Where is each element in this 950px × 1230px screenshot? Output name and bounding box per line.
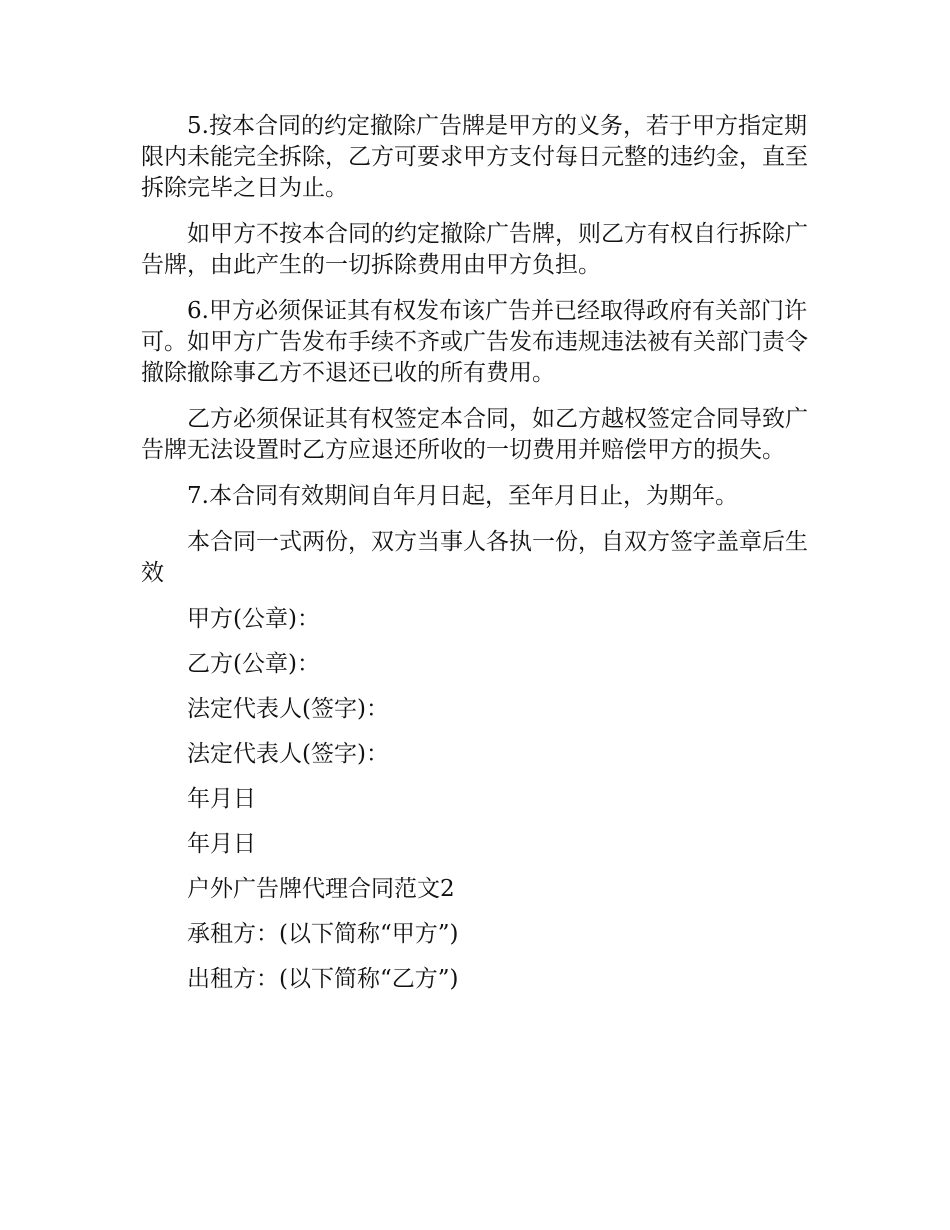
paragraph-clause-5-supplement: 如甲方不按本合同的约定撤除广告牌，则乙方有权自行拆除广告牌，由此产生的一切拆除费用由甲方负担。: [141, 221, 808, 278]
paragraph-clause-5: 5.按本合同的约定撤除广告牌是甲方的义务，若于甲方指定期限内未能完全拆除，乙方可要求甲方支付每日元整的违约金，直至拆除完毕之日为止。: [141, 113, 808, 201]
party-b-date-line: 年月日: [187, 831, 256, 857]
lessee-line: 承租方：(以下简称“甲方”): [187, 921, 459, 947]
party-b-representative-line: 法定代表人(签字)：: [187, 741, 389, 767]
document-body: [141, 111, 813, 1009]
paragraph-clause-7: 7.本合同有效期间自年月日起，至年月日止，为期年。: [187, 483, 738, 509]
party-b-seal-line: 乙方(公章)：: [187, 651, 320, 677]
section-title-contract-2: 户外广告牌代理合同范文2: [187, 876, 455, 902]
paragraph-clause-6-supplement: 乙方必须保证其有权签定本合同，如乙方越权签定合同导致广告牌无法设置时乙方应退还所收的一切费用并赔偿甲方的损失。: [141, 406, 808, 463]
paragraph-clause-6: 6.甲方必须保证其有权发布该广告并已经取得政府有关部门许可。如甲方广告发布手续不齐或广告发布违规违法被有关部门责令撤除撤除事乙方不退还已收的所有费用。: [141, 298, 808, 386]
paragraph-effective-clause: 本合同一式两份，双方当事人各执一份，自双方签字盖章后生效: [141, 529, 808, 586]
party-a-date-line: 年月日: [187, 786, 256, 812]
lessor-line: 出租方：(以下简称“乙方”): [187, 966, 459, 992]
party-a-representative-line: 法定代表人(签字)：: [187, 696, 389, 722]
party-a-seal-line: 甲方(公章)：: [187, 606, 320, 632]
